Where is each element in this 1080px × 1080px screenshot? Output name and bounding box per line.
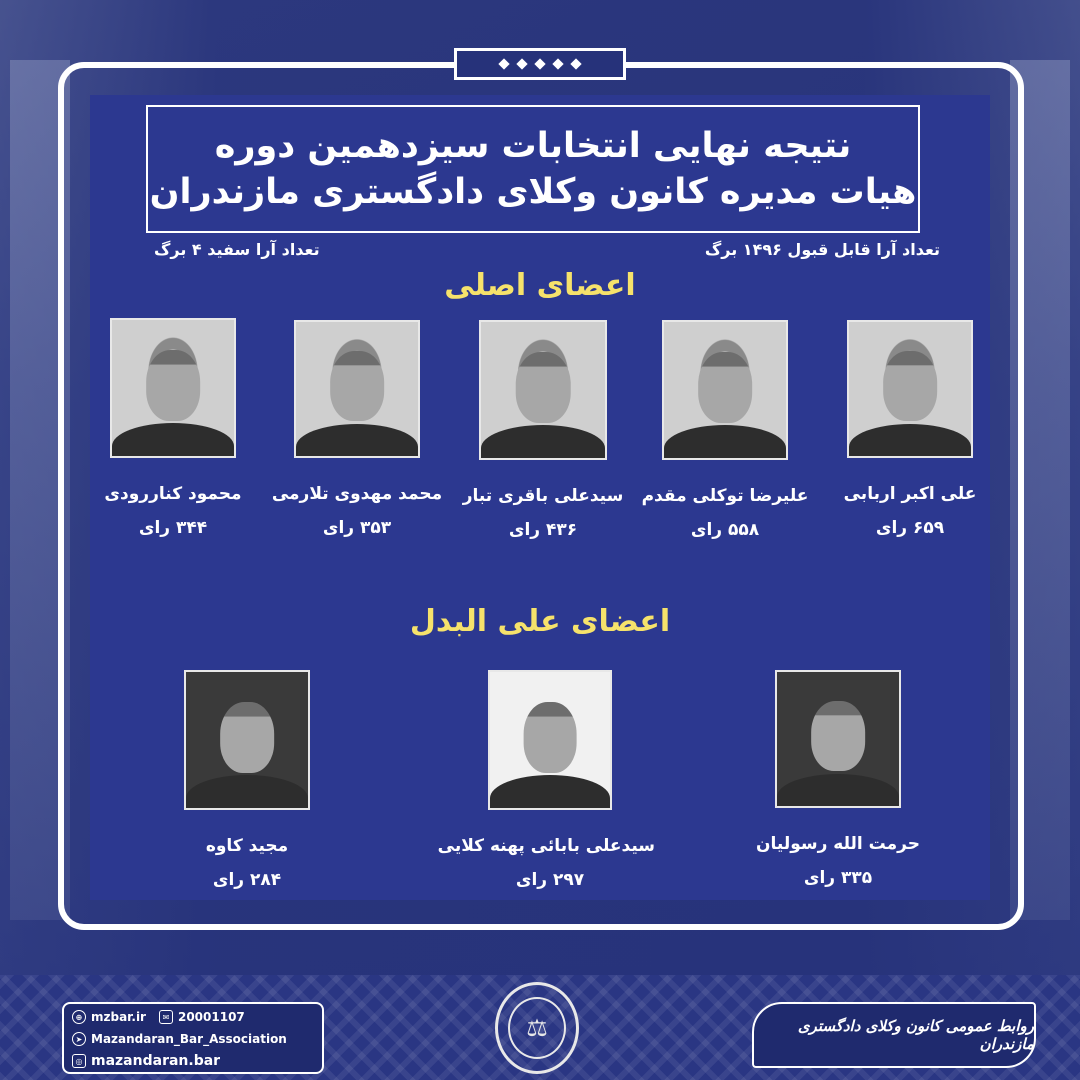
blank-votes-count: تعداد آرا سفید ۴ برگ [154,240,320,259]
member-name: محمود کناررودی [104,484,242,504]
title-line-1: نتیجه نهایی انتخابات سیزدهمین دوره [214,125,852,166]
website-link[interactable]: mzbar.ir [91,1010,146,1024]
main-member-1 [805,320,1015,538]
main-members-title: اعضای اصلی [444,268,636,303]
member-votes: ۳۳۵ رای [803,868,873,888]
telegram-link[interactable]: Mazandaran_Bar_Association [91,1032,287,1046]
mail-icon: ✉ [159,1010,173,1024]
bar-association-logo: ⚖ [495,982,579,1074]
member-name: سیدعلی بابائی پهنه کلایی [437,836,655,856]
member-votes: ۲۸۴ رای [212,870,282,890]
member-name: مجید کاوه [205,836,289,856]
member-photo [847,320,973,458]
member-name: حرمت الله رسولیان [755,834,921,854]
member-votes: ۴۳۶ رای [508,520,578,540]
member-photo [479,320,607,460]
social-links [62,1002,324,1074]
sms-number[interactable]: 20001107 [177,1010,245,1024]
globe-icon: ⊕ [72,1010,86,1024]
member-votes: ۳۵۳ رای [322,518,392,538]
member-name: علی اکبر اربابی [843,484,977,504]
frame-tab-dots [454,48,626,80]
main-member-3 [438,320,648,540]
member-name: سیدعلی باقری تبار [462,486,624,506]
valid-votes-count: تعداد آرا قابل قبول ۱۴۹۶ برگ [704,240,940,259]
member-votes: ۶۵۹ رای [875,518,945,538]
main-member-2 [620,320,830,540]
member-votes: ۳۴۴ رای [138,518,208,538]
member-name: محمد مهدوی تلارمی [271,484,443,504]
member-photo [184,670,310,810]
telegram-icon: ➤ [72,1032,86,1046]
member-photo [110,318,236,458]
member-photo [662,320,788,460]
alternate-member-3 [142,670,352,890]
main-member-4 [252,320,462,538]
alternate-members-title: اعضای علی البدل [409,604,671,639]
member-photo [488,670,612,810]
member-votes: ۲۹۷ رای [515,870,585,890]
member-votes: ۵۵۸ رای [690,520,760,540]
alternate-member-2 [437,670,655,890]
main-member-5 [68,318,278,538]
department-label: روابط عمومی کانون وکلای دادگستری مازندران [752,1002,1036,1068]
member-name: علیرضا توکلی مقدم [641,486,809,506]
instagram-icon: ◎ [72,1054,86,1068]
title-line-2: هیات مدیره کانون وکلای دادگستری مازندران [149,172,917,212]
member-photo [294,320,420,458]
alternate-member-1 [733,670,943,888]
instagram-link[interactable]: mazandaran.bar [91,1053,221,1069]
title-box [146,105,920,233]
member-photo [775,670,901,808]
